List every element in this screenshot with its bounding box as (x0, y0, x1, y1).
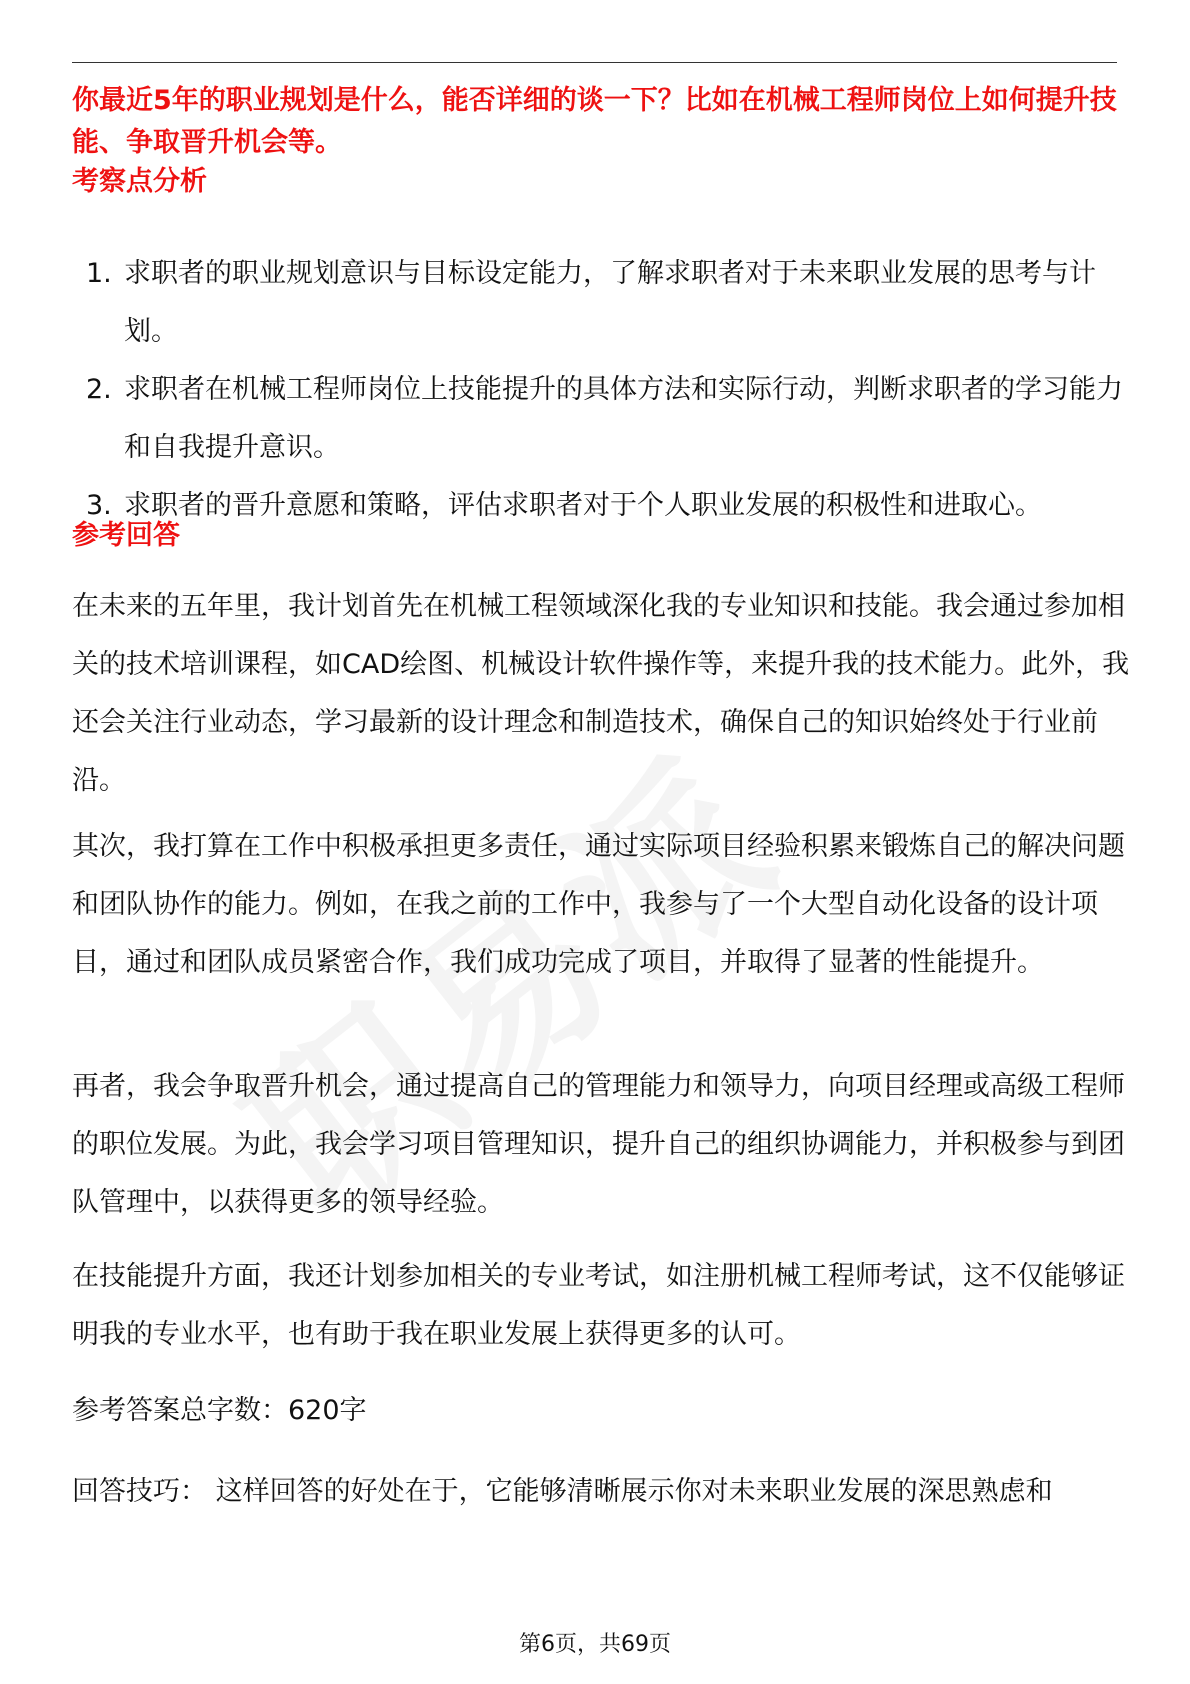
list-item (72, 477, 1132, 535)
list-item-text: 求职者的晋升意愿和策略，评估求职者对于个人职业发展的积极性和进取心。 (124, 490, 1042, 521)
list-item-number: 3. (86, 490, 112, 521)
answer-paragraph: 其次，我打算在工作中积极承担更多责任，通过实际项目经验积累来锻炼自己的解决问题和团队协作的能力。例如，在我之前的工作中，我参与了一个大型自动化设备的设计项目，通过和团队成员紧密合作，我们成功完成了项目，并取得了显著的性能提升。 (72, 831, 1125, 978)
analysis-list (72, 245, 1132, 535)
word-count: 参考答案总字数：620字 (72, 1395, 367, 1426)
answer-paragraph: 在未来的五年里，我计划首先在机械工程领域深化我的专业知识和技能。我会通过参加相关的技术培训课程，如CAD绘图、机械设计软件操作等，来提升我的技术能力。此外，我还会关注行业动态，学习最新的设计理念和制造技术，确保自己的知识始终处于行业前沿。 (72, 591, 1130, 796)
analysis-section-title: 考察点分析 (72, 166, 207, 197)
answer-paragraph: 再者，我会争取晋升机会，通过提高自己的管理能力和领导力，向项目经理或高级工程师的职位发展。为此，我会学习项目管理知识，提升自己的组织协调能力，并积极参与到团队管理中，以获得更多的领导经验。 (72, 1071, 1125, 1218)
answer-tips: 回答技巧： 这样回答的好处在于，它能够清晰展示你对未来职业发展的深思熟虑和 (72, 1476, 1053, 1507)
answer-section-title: 参考回答 (72, 520, 180, 551)
page-number: 第6页，共69页 (519, 1632, 671, 1657)
list-item-text: 求职者在机械工程师岗位上技能提升的具体方法和实际行动，判断求职者的学习能力和自我提升意识。 (124, 374, 1123, 463)
list-item-number: 1. (86, 258, 112, 289)
list-item-text: 求职者的职业规划意识与目标设定能力，了解求职者对于未来职业发展的思考与计划。 (124, 258, 1096, 347)
list-item (72, 245, 1132, 361)
header-divider (72, 62, 1117, 63)
list-item (72, 361, 1132, 477)
answer-paragraph: 在技能提升方面，我还计划参加相关的专业考试，如注册机械工程师考试，这不仅能够证明我的专业水平，也有助于我在职业发展上获得更多的认可。 (72, 1261, 1125, 1350)
question-heading: 你最近5年的职业规划是什么，能否详细的谈一下？比如在机械工程师岗位上如何提升技能、争取晋升机会等。 (72, 85, 1117, 158)
list-item-number: 2. (86, 374, 112, 405)
